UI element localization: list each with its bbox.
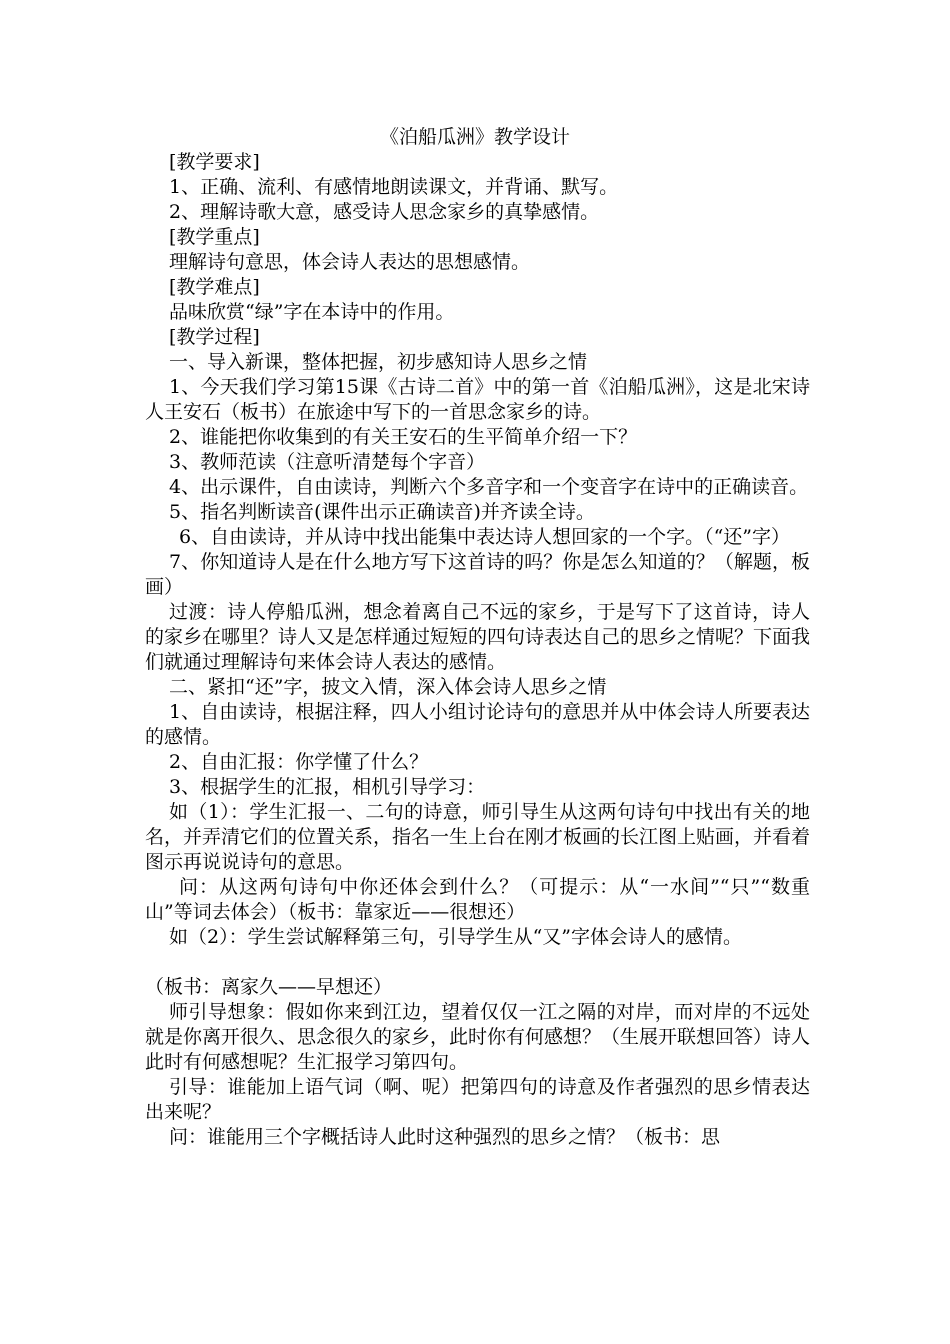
paragraph: 4、出示课件，自由读诗，判断六个多音字和一个变音字在诗中的正确读音。 — [169, 476, 809, 498]
paragraph: 二、紧扣“还”字，披文入情，深入体会诗人思乡之情 — [169, 676, 607, 698]
paragraph: 3、根据学生的汇报，相机引导学习： — [169, 776, 486, 798]
paragraph: 问：从这两句诗句中你还体会到什么？（可提示：从“一水间”“只”“数重山”等词去体会）（板书：靠家近——很想还） — [145, 876, 810, 923]
paragraph: 品味欣赏“绿”字在本诗中的作用。 — [169, 301, 455, 323]
paragraph: 5、指名判断读音(课件出示正确读音)并齐读全诗。 — [169, 501, 595, 523]
paragraph: 1、今天我们学习第15课《古诗二首》中的第一首《泊船瓜洲》，这是北宋诗人王安石（板书）在旅途中写下的一首思念家乡的诗。 — [145, 376, 810, 423]
document-title: 《泊船瓜洲》教学设计 — [379, 126, 570, 148]
paragraph: 2、理解诗歌大意，感受诗人思念家乡的真挚感情。 — [169, 201, 600, 223]
paragraph: 过渡：诗人停船瓜洲，想念着离自己不远的家乡，于是写下了这首诗，诗人的家乡在哪里？诗人又是怎样通过短短的四句诗表达自己的思乡之情呢？下面我们就通过理解诗句来体会诗人表达的感情。 — [145, 601, 811, 673]
paragraph: 1、自由读诗，根据注释，四人小组讨论诗句的意思并从中体会诗人所要表达的感情。 — [145, 701, 810, 748]
paragraph: 引导：谁能加上语气词（啊、呢）把第四句的诗意及作者强烈的思乡情表达出来呢？ — [145, 1076, 810, 1123]
paragraph: 师引导想象：假如你来到江边，望着仅仅一江之隔的对岸，而对岸的不远处就是你离开很久、思念很久的家乡，此时你有何感想？（生展开联想回答）诗人此时有何感想呢？生汇报学习第四句。 — [145, 1001, 811, 1073]
section-heading-key-points: [教学重点] — [169, 226, 260, 248]
document-body — [145, 150, 810, 1150]
paragraph: 1、正确、流利、有感情地朗读课文，并背诵、默写。 — [169, 176, 619, 198]
paragraph: 3、教师范读（注意听清楚每个字音） — [169, 451, 486, 473]
paragraph: 7、你知道诗人是在什么地方写下这首诗的吗？你是怎么知道的？（解题，板画） — [145, 551, 810, 598]
paragraph: 如（2）：学生尝试解释第三句，引导学生从“又”字体会诗人的感情。 — [169, 926, 743, 948]
section-heading-difficulties: [教学难点] — [169, 276, 260, 298]
paragraph: 6、自由读诗，并从诗中找出能集中表达诗人想回家的一个字。（“还”字） — [179, 526, 791, 548]
section-heading-process: [教学过程] — [169, 326, 260, 348]
paragraph: 问：谁能用三个字概括诗人此时这种强烈的思乡之情？（板书：思 — [169, 1126, 721, 1148]
paragraph: 2、自由汇报：你学懂了什么？ — [169, 751, 429, 773]
paragraph: 理解诗句意思，体会诗人表达的思想感情。 — [169, 251, 531, 273]
paragraph: 2、谁能把你收集到的有关王安石的生平简单介绍一下？ — [169, 426, 638, 448]
paragraph: （板书：离家久——早想还） — [145, 976, 393, 998]
paragraph: 一、导入新课，整体把握，初步感知诗人思乡之情 — [169, 351, 588, 373]
blank-line — [145, 950, 810, 975]
section-heading-requirements: [教学要求] — [169, 151, 260, 173]
paragraph: 如（1）：学生汇报一、二句的诗意，师引导生从这两句诗句中找出有关的地名，并弄清它们的位置关系，指名一生上台在刚才板画的长江图上贴画，并看着图示再说说诗句的意思。 — [145, 801, 811, 873]
